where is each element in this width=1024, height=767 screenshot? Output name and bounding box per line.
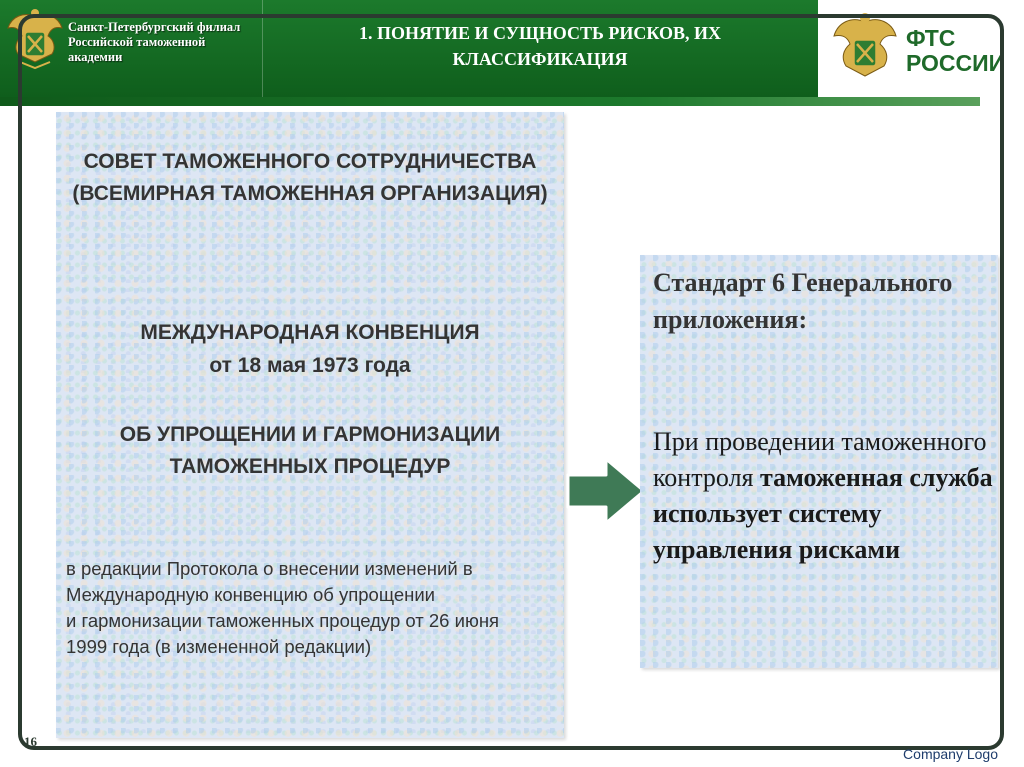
section-title: 1. ПОНЯТИЕ И СУЩНОСТЬ РИСКОВ, ИХ КЛАССИФИКАЦИЯ [359,23,721,69]
council-heading: СОВЕТ ТАМОЖЕННОГО СОТРУДНИЧЕСТВА (ВСЕМИРНАЯ ТАМОЖЕННАЯ ОРГАНИЗАЦИЯ) [72,150,548,205]
page-number: 16 [24,734,37,749]
convention-date: от 18 мая 1973 года [209,354,411,377]
protocol-note: в редакции Протокола о внесении изменений в Международную конвенцию об упрощении и гармонизации таможенных процедур от 26 июня 1999 года (в измененной редакции) [66,558,500,657]
fts-logo-line2: РОССИИ [906,50,1006,76]
standard-title: Стандарт 6 Генерального приложения: [653,268,953,334]
arrow-right-icon [566,455,648,527]
convention-subject: ОБ УПРОЩЕНИИ И ГАРМОНИЗАЦИИ ТАМОЖЕННЫХ ПРОЦЕДУР [119,423,501,478]
fts-logo-line1: ФТС [906,25,956,51]
standard-text [653,424,993,568]
company-logo: Company Logo [903,746,998,762]
academy-name: Санкт-Петербургский филиал Российской таможенной академии [68,20,241,64]
standard-text-regular: При проведении таможенного контроля [653,427,987,492]
convention-heading: МЕЖДУНАРОДНАЯ КОНВЕНЦИЯ [140,321,480,344]
standard-text-bold: таможенная служба использует систему управления рисками [653,463,993,564]
